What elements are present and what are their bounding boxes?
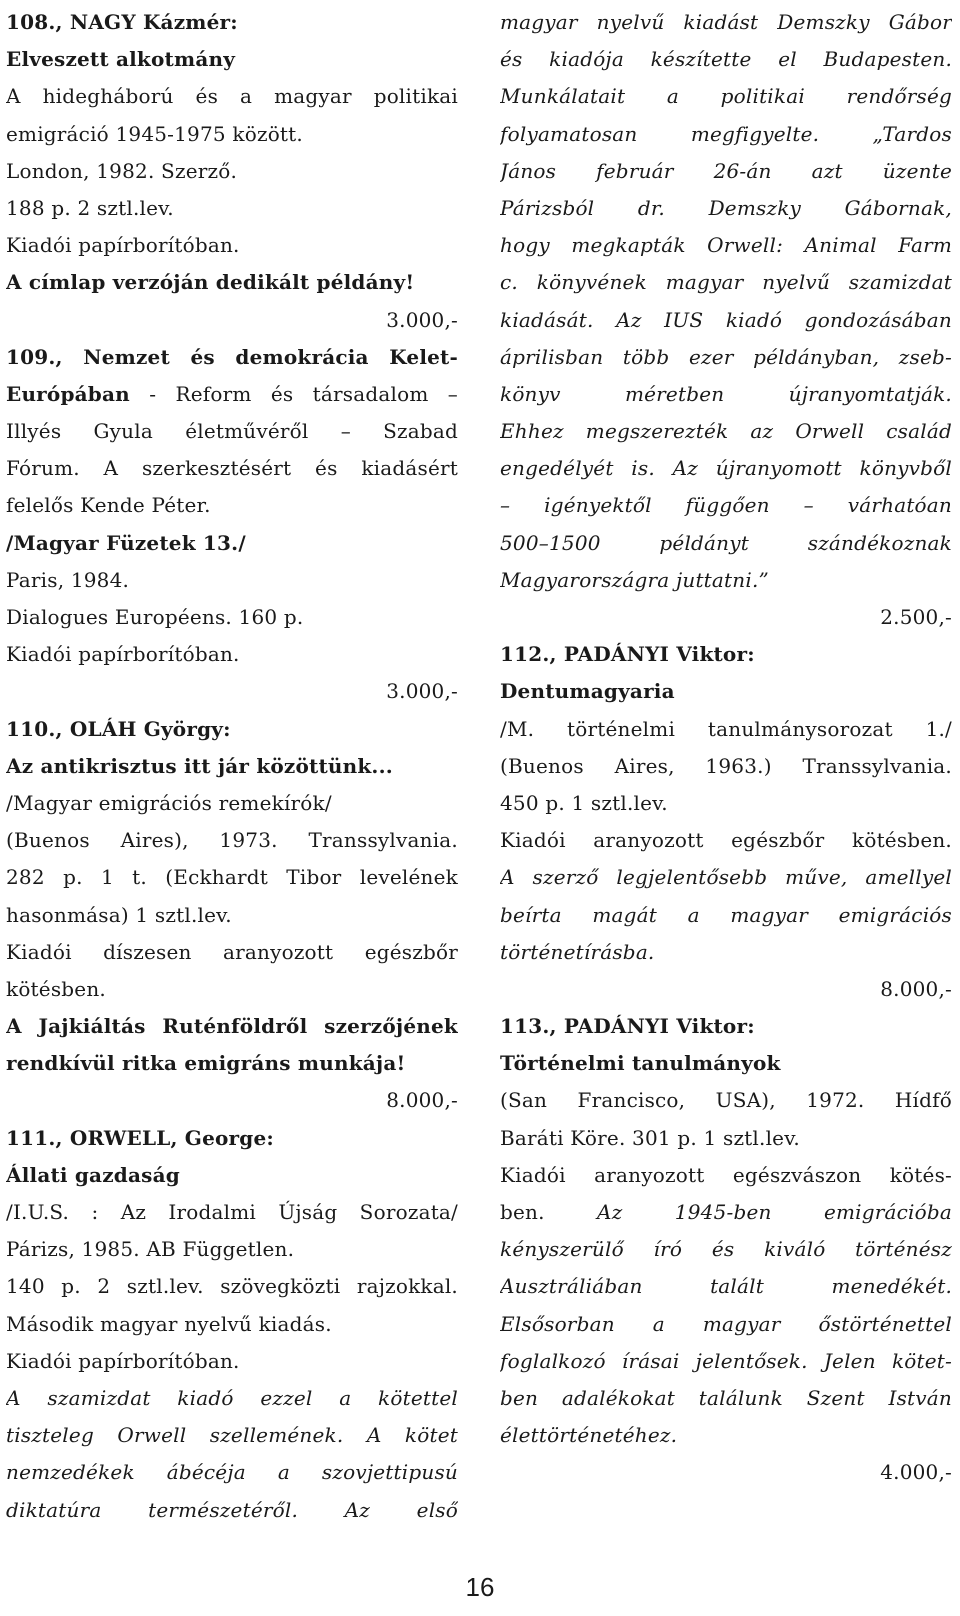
text-line: 111., ORWELL, George: [6,1125,274,1150]
text-line: Európában - Reform és társadalom – [6,381,458,406]
price-line: 3.000,- [386,679,458,704]
text-line: A hidegháború és a magyar politikai [6,84,458,109]
text-line: 282 p. 1 t. (Eckhardt Tibor levelének [6,865,458,890]
price-line: 8.000,- [386,1088,458,1113]
text-line: ben. Az 1945-ben emigrációba [500,1200,952,1224]
text-line: 450 p. 1 sztl.lev. [500,790,668,815]
text-line: hasonmása) 1 sztl.lev. [6,902,232,927]
text-line: (Buenos Aires), 1973. Transsylvania. [6,828,458,853]
price-line: 8.000,- [880,976,952,1001]
text-line: folyamatosan megfigyelte. „Tardos [500,121,952,146]
text-line: rendkívül ritka emigráns munkája! [6,1051,406,1076]
text-line: beírta magát a magyar emigrációs [500,902,952,927]
text-line: Kiadói papírborítóban. [6,233,240,258]
text-line: felelős Kende Péter. [6,493,211,518]
text-line: (Buenos Aires, 1963.) Transsylvania. [500,753,952,778]
text-line: Kiadói papírborítóban. [6,1348,240,1373]
price-line: 2.500,- [880,605,952,629]
text-line: kényszerülő író és kiváló történész [500,1237,952,1262]
text-line: 113., PADÁNYI Viktor: [500,1014,755,1039]
text-line: c. könyvének magyar nyelvű szamizdat [500,270,952,295]
text-line: /Magyar Füzetek 13./ [6,530,246,555]
text-line: /Magyar emigrációs remekírók/ [6,790,332,815]
left-column [6,4,458,1529]
text-line: Párizsból dr. Demszky Gábornak, [500,195,952,220]
text-line: Munkálatait a politikai rendőrség [500,84,952,109]
text-line: A címlap verzóján dedikált példány! [6,270,415,295]
text-line: és kiadója készítette el Budapesten. [500,47,952,72]
text-line: Párizs, 1985. AB Független. [6,1237,295,1262]
text-line: 108., NAGY Kázmér: [6,10,238,34]
text-line: Magyarországra juttatni.” [500,567,769,592]
text-line: Második magyar nyelvű kiadás. [6,1311,332,1336]
price-line: 4.000,- [880,1460,952,1485]
text-line: 188 p. 2 sztl.lev. [6,195,174,220]
text-line: 500–1500 példányt szándékoznak [500,530,952,555]
text-line: emigráció 1945-1975 között. [6,121,303,146]
right-column [500,4,952,1492]
text-line: János február 26-án azt üzente [500,158,952,183]
text-line: élettörténetéhez. [500,1423,678,1448]
text-line: (San Francisco, USA), 1972. Hídfő [500,1088,952,1113]
text-line: nemzedékek ábécéja a szovjettipusú [6,1460,458,1485]
text-line: 110., OLÁH György: [6,716,231,741]
text-line: Állati gazdaság [6,1162,180,1187]
text-line: kiadását. Az IUS kiadó gondozásában [500,307,952,332]
text-line: Történelmi tanulmányok [500,1051,781,1076]
text-line: történetírásba. [500,939,655,964]
text-line: A Jajkiáltás Ruténföldről szerzőjének [6,1014,458,1039]
text-line: 112., PADÁNYI Viktor: [500,642,755,667]
text-line: Fórum. A szerkesztésért és kiadásért [6,456,458,481]
text-line: könyv méretben újranyomtatják. [500,381,952,406]
text-line: London, 1982. Szerző. [6,158,238,183]
text-line: foglalkozó írásai jelentősek. Jelen kötet- [500,1348,952,1373]
text-line: A szerző legjelentősebb műve, amellyel [500,865,952,890]
page-number: 16 [465,1572,495,1602]
text-line: Ehhez megszerezték az Orwell család [500,419,952,444]
text-line: – igényektől függően – várhatóan [500,493,952,518]
text-line: Kiadói papírborítóban. [6,642,240,667]
text-line: 109., Nemzet és demokrácia Kelet- [6,344,458,369]
price-line: 3.000,- [386,307,458,332]
text-line: Az antikrisztus itt jár közöttünk... [6,753,393,778]
text-line: Kiadói aranyozott egészvászon kötés- [500,1162,952,1187]
text-line: Ausztráliában talált menedékét. [500,1274,952,1299]
text-line: áprilisban több ezer példányban, zseb- [500,344,952,369]
text-line: diktatúra természetéről. Az első [6,1497,458,1522]
text-line: hogy megkapták Orwell: Animal Farm [500,233,952,258]
text-line: magyar nyelvű kiadást Demszky Gábor [500,10,952,34]
text-line: ben adalékokat találunk Szent István [500,1385,952,1410]
text-line: A szamizdat kiadó ezzel a kötettel [6,1385,458,1410]
text-line: /I.U.S. : Az Irodalmi Újság Sorozata/ [6,1200,458,1224]
text-line: tiszteleg Orwell szellemének. A kötet [6,1423,458,1448]
text-line: kötésben. [6,976,106,1001]
text-line: Paris, 1984. [6,567,130,592]
text-line: Dentumagyaria [500,679,675,704]
text-line: Elsősorban a magyar őstörténettel [500,1311,952,1336]
text-line: /M. történelmi tanulmánysorozat 1./ [500,716,952,741]
text-line: Elveszett alkotmány [6,47,236,72]
text-line: Dialogues Européens. 160 p. [6,605,304,629]
text-line: 140 p. 2 sztl.lev. szövegközti rajzokkal. [6,1274,458,1299]
text-line: Kiadói díszesen aranyozott egészbőr [6,939,458,964]
text-line: Illyés Gyula életművéről – Szabad [6,419,458,444]
text-line: Baráti Köre. 301 p. 1 sztl.lev. [500,1125,800,1150]
text-line: Kiadói aranyozott egészbőr kötésben. [500,828,952,853]
text-line: engedélyét is. Az újranyomott könyvből [500,456,952,481]
